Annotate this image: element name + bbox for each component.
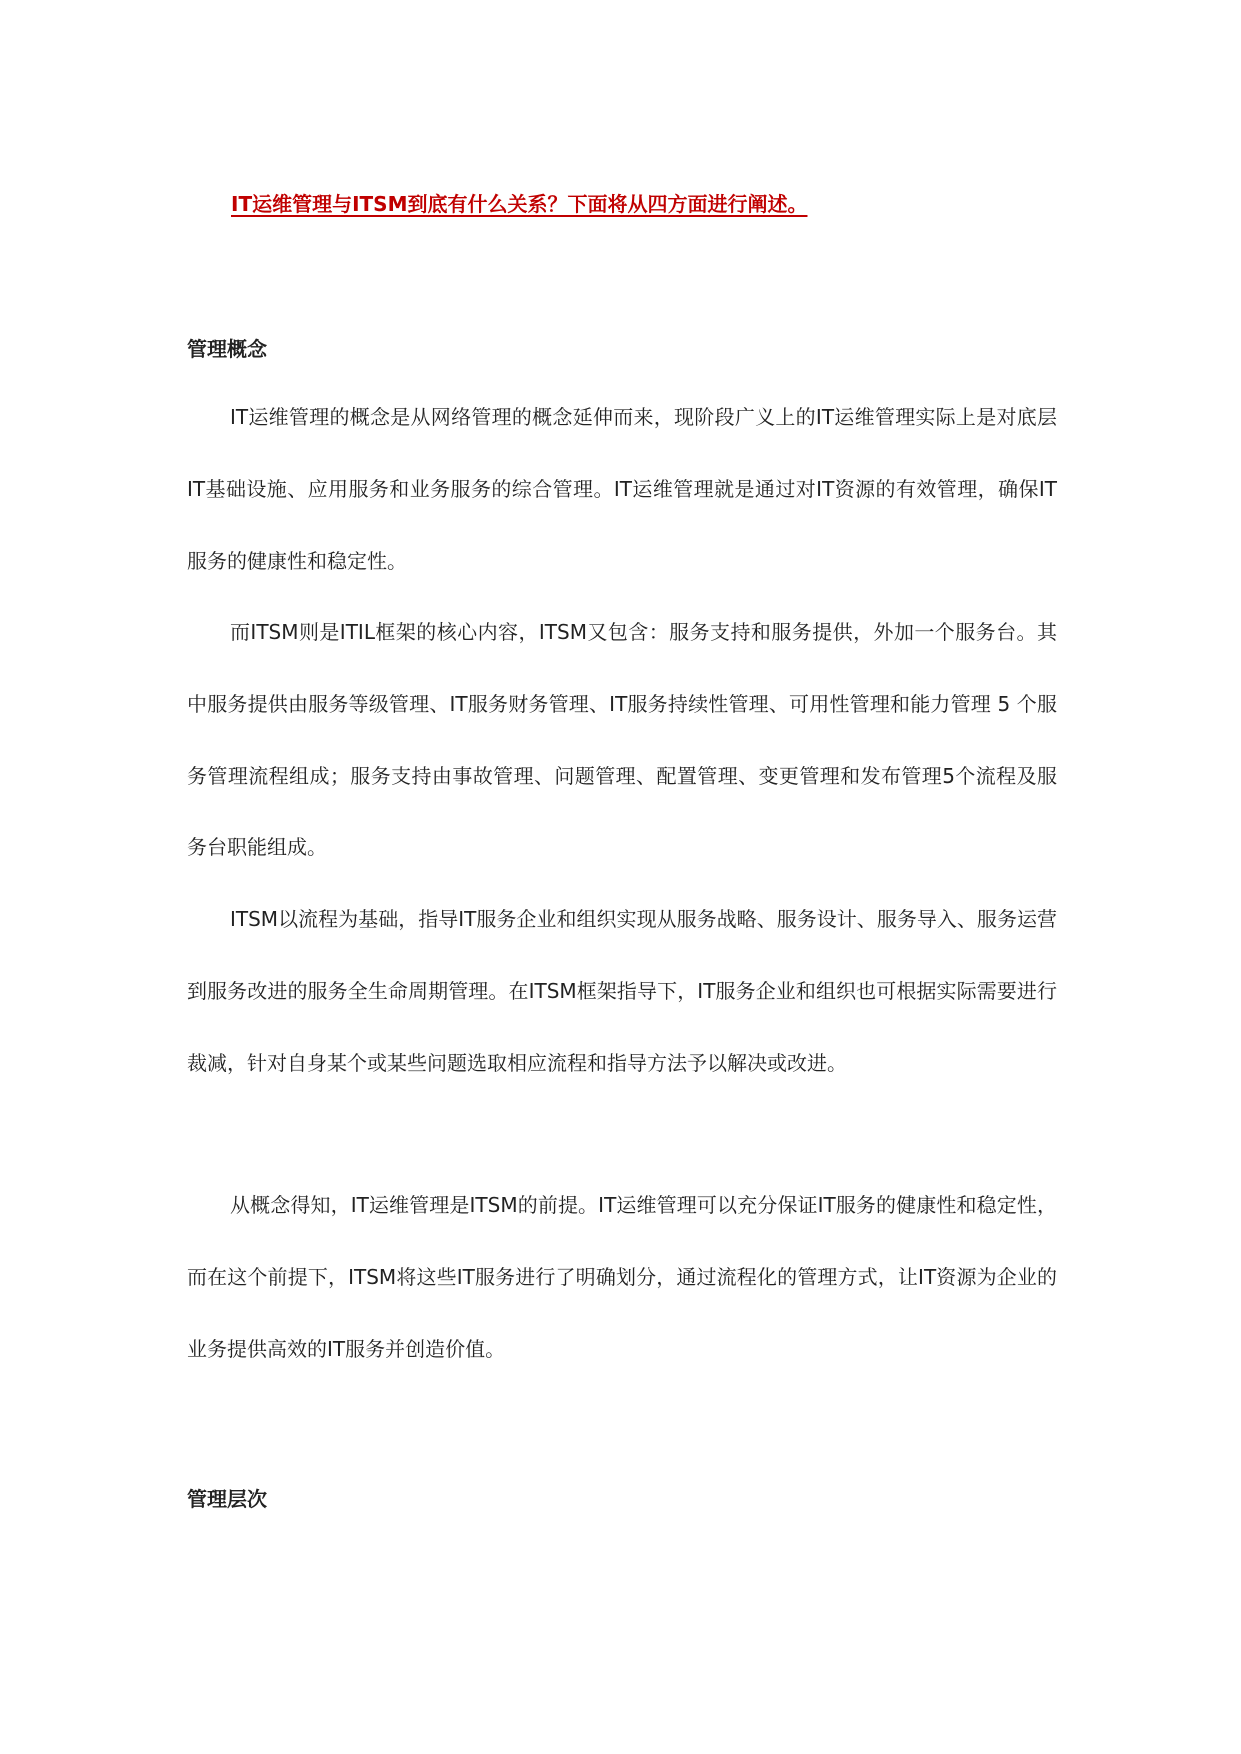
paragraph-concept-conclusion: 从概念得知，IT运维管理是ITSM的前提。IT运维管理可以充分保证IT服务的健康性和稳定性，而在这个前提下，ITSM将这些IT服务进行了明确划分，通过流程化的管理方式，让IT资源为企业的业务提供高效的IT服务并创造价值。 bbox=[187, 1193, 1057, 1361]
paragraph-itsm-definition: 而ITSM则是ITIL框架的核心内容，ITSM又包含：服务支持和服务提供，外加一个服务台。其中服务提供由服务等级管理、IT服务财务管理、IT服务持续性管理、可用性管理和能力管理 5 个服务管理流程组成；服务支持由事故管理、问题管理、配置管理、变更管理和发布管理5个流程及服务台职能组成。 bbox=[187, 620, 1057, 860]
section-heading-management-levels: 管理层次 bbox=[187, 1487, 267, 1511]
paragraph-itsm-lifecycle: ITSM以流程为基础，指导IT服务企业和组织实现从服务战略、服务设计、服务导入、服务运营到服务改进的服务全生命周期管理。在ITSM框架指导下，IT服务企业和组织也可根据实际需要进行裁减，针对自身某个或某些问题选取相应流程和指导方法予以解决或改进。 bbox=[187, 907, 1057, 1075]
intro-link[interactable]: IT运维管理与ITSM到底有什么关系？下面将从四方面进行阐述。 bbox=[231, 192, 808, 216]
section-heading-management-concept: 管理概念 bbox=[187, 337, 267, 361]
paragraph-it-ops-concept: IT运维管理的概念是从网络管理的概念延伸而来，现阶段广义上的IT运维管理实际上是对底层IT基础设施、应用服务和业务服务的综合管理。IT运维管理就是通过对IT资源的有效管理，确保IT服务的健康性和稳定性。 bbox=[187, 405, 1057, 573]
